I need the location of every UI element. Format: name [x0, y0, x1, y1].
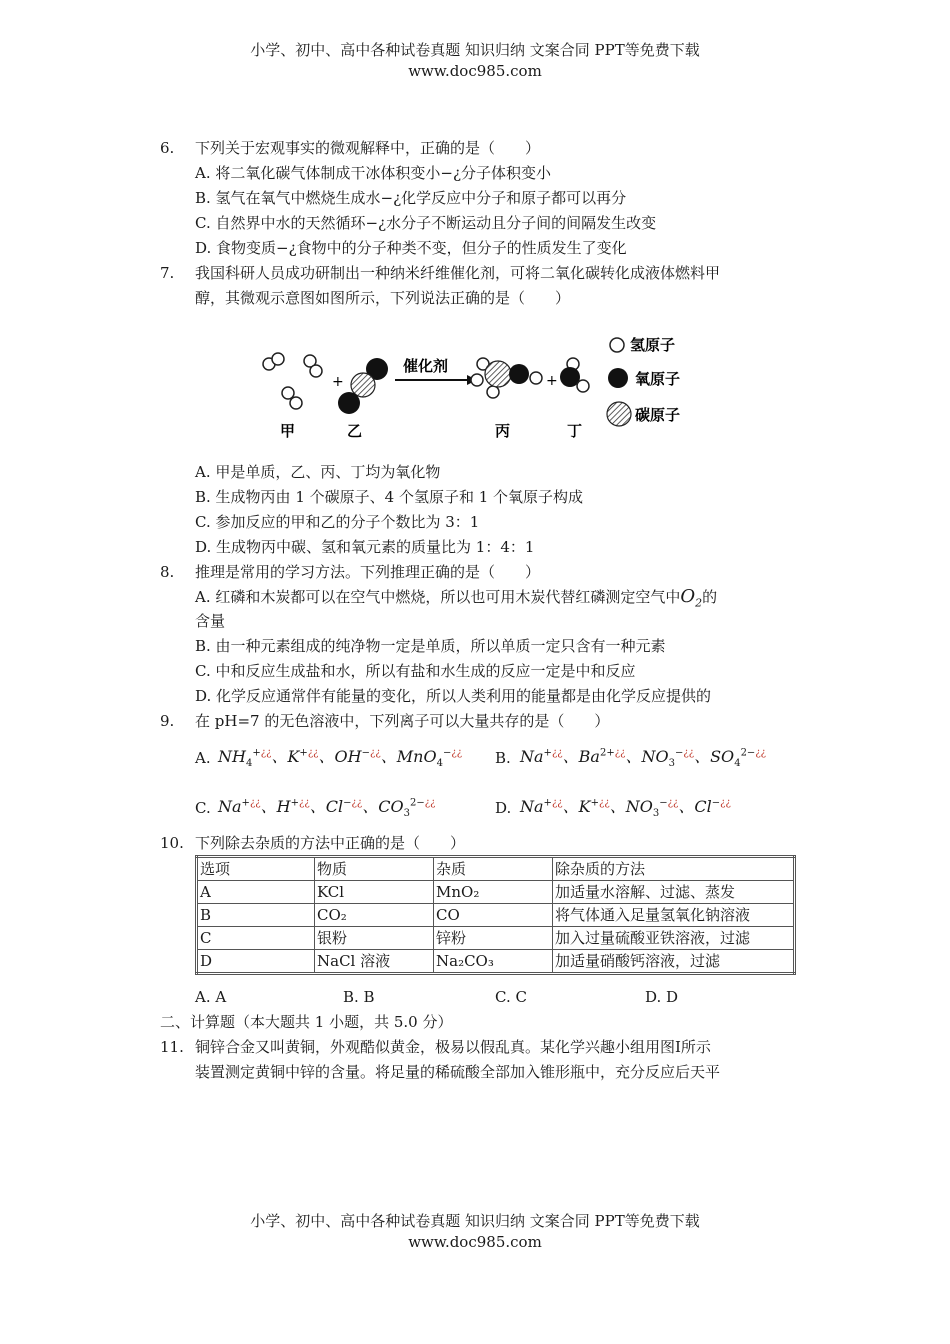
q11-number: 11.: [160, 1038, 184, 1056]
label-yi: 乙: [347, 422, 363, 440]
q9-stem: 在 pH=7 的无色溶液中，下列离子可以大量共存的是（ ）: [195, 712, 610, 730]
table-cell: 锌粉: [434, 927, 553, 950]
q8-option-b: B. 由一种元素组成的纯净物一定是单质，所以单质一定只含有一种元素: [195, 637, 666, 655]
product-bing-molecule: [471, 358, 542, 398]
q10-option-a: A. A: [195, 988, 227, 1006]
table-cell: MnO₂: [434, 881, 553, 904]
q9-number: 9.: [160, 712, 175, 730]
table-row: [197, 904, 795, 927]
header-line-2: www.doc985.com: [408, 62, 542, 80]
q9-option-d-label: D.: [495, 799, 512, 817]
table-row: [197, 927, 795, 950]
table-cell: KCl: [315, 881, 434, 904]
table-cell: 将气体通入足量氢氧化钠溶液: [553, 904, 795, 927]
legend-hydrogen: 氢原子: [630, 336, 676, 354]
q6-number: 6.: [160, 139, 175, 157]
table-header-cell: 杂质: [434, 857, 553, 881]
q9-option-c-label: C.: [195, 799, 211, 817]
reactant-yi-molecule: [338, 358, 388, 414]
table-cell: 加适量硝酸钙溶液，过滤: [553, 950, 795, 974]
q7-number: 7.: [160, 264, 175, 282]
q9-option-a-ions: $NH_4^{+¿¿}$、K+¿¿、OH−¿¿、MnO$_4$−¿¿: [218, 747, 463, 770]
q6-option-b: B. 氢气在氧气中燃烧生成水−¿化学反应中分子和原子都可以再分: [195, 189, 627, 207]
q6-option-d: D. 食物变质−¿食物中的分子种类不变，但分子的性质发生了变化: [195, 239, 627, 257]
table-cell: 银粉: [315, 927, 434, 950]
q8-option-a-line-1: A. 红磷和木炭都可以在空气中燃烧，所以也可用木炭代替红磷测定空气中$O_2$的: [195, 586, 718, 610]
q7-option-d: D. 生成物丙中碳、氢和氧元素的质量比为 1：4：1: [195, 538, 535, 556]
q10-option-c: C. C: [495, 988, 527, 1006]
table-cell: A: [197, 881, 315, 904]
table-cell: Na₂CO₃: [434, 950, 553, 974]
impurity-table: [195, 855, 796, 975]
catalyst-label: 催化剂: [403, 357, 449, 375]
q9-option-b-label: B.: [495, 749, 511, 767]
q7-option-c: C. 参加反应的甲和乙的分子个数比为 3：1: [195, 513, 480, 531]
q9-option-d-ions: Na+¿¿、K+¿¿、$NO_3^{-¿¿}$、Cl−¿¿: [520, 797, 731, 820]
table-cell: 加入过量硫酸亚铁溶液，过滤: [553, 927, 795, 950]
q10-option-d: D. D: [645, 988, 679, 1006]
table-row: [197, 950, 795, 974]
q8-option-d: D. 化学反应通常伴有能量的变化，所以人类利用的能量都是由化学反应提供的: [195, 687, 712, 705]
table-cell: D: [197, 950, 315, 974]
legend: [607, 336, 680, 426]
q6-option-c: C. 自然界中水的天然循环−¿水分子不断运动且分子间的间隔发生改变: [195, 214, 657, 232]
q8-stem: 推理是常用的学习方法。下列推理正确的是（ ）: [195, 563, 541, 581]
q7-option-a: A. 甲是单质，乙、丙、丁均为氧化物: [195, 463, 441, 481]
legend-oxygen: 氧原子: [635, 370, 681, 388]
table-cell: B: [197, 904, 315, 927]
o2-formula: $O_2$: [680, 586, 703, 610]
product-ding-molecule: [560, 358, 589, 392]
q9-option-a-label: A.: [195, 749, 211, 767]
q7-stem-line-1: 我国科研人员成功研制出一种纳米纤维催化剂，可将二氧化碳转化成液体燃料甲: [195, 264, 721, 282]
table-header-cell: 除杂质的方法: [553, 857, 795, 881]
label-ding: 丁: [567, 422, 583, 440]
legend-hydrogen-symbol: [610, 338, 624, 352]
table-cell: C: [197, 927, 315, 950]
q8-option-a-line-2: 含量: [195, 612, 226, 630]
q11-line-1: 铜锌合金又叫黄铜，外观酷似黄金，极易以假乱真。某化学兴趣小组用图Ⅰ所示: [195, 1038, 711, 1056]
section-title: 二、计算题（本大题共 1 小题，共 5.0 分）: [160, 1013, 453, 1031]
q8-option-a-text: A. 红磷和木炭都可以在空气中燃烧，所以也可用木炭代替红磷测定空气中: [195, 588, 681, 606]
table-cell: CO: [434, 904, 553, 927]
q9-option-b-ions: Na+¿¿、$Ba^{2+¿¿}$、$NO_3^{-¿¿}$、$SO_4^{2-¿¿}$: [520, 747, 767, 770]
q10-stem: 下列除去杂质的方法中正确的是（ ）: [195, 834, 466, 852]
q6-option-a: A. 将二氧化碳气体制成干冰体积变小−¿分子体积变小: [195, 164, 551, 182]
header-line-1: 小学、初中、高中各种试卷真题 知识归纳 文案合同 PPT等免费下载: [250, 41, 700, 59]
plus-sign-1: +: [332, 374, 344, 390]
footer-line-2: www.doc985.com: [408, 1233, 542, 1251]
table-header-row: [197, 857, 795, 881]
label-bing: 丙: [495, 422, 511, 440]
plus-sign-2: +: [546, 373, 558, 389]
table-cell: 加适量水溶解、过滤、蒸发: [553, 881, 795, 904]
reactant-jia-molecules: [263, 353, 322, 409]
q8-number: 8.: [160, 563, 175, 581]
legend-carbon-symbol: [607, 402, 631, 426]
q6-stem: 下列关于宏观事实的微观解释中，正确的是（ ）: [195, 139, 541, 157]
table-header-cell: 选项: [197, 857, 315, 881]
legend-carbon: 碳原子: [635, 406, 681, 424]
q7-stem-line-2: 醇，其微观示意图如图所示，下列说法正确的是（ ）: [195, 289, 571, 307]
table-cell: CO₂: [315, 904, 434, 927]
label-jia: 甲: [280, 422, 296, 440]
table-header-cell: 物质: [315, 857, 434, 881]
q9-option-c-ions: Na+¿¿、H+¿¿、Cl−¿¿、$CO_3^{2-¿¿}$: [218, 797, 436, 820]
q7-option-b: B. 生成物丙由 1 个碳原子、4 个氢原子和 1 个氧原子构成: [195, 488, 584, 506]
q10-number: 10.: [160, 834, 184, 852]
q11-line-2: 装置测定黄铜中锌的含量。将足量的稀硫酸全部加入锥形瓶中，充分反应后天平: [195, 1063, 721, 1081]
table-cell: NaCl 溶液: [315, 950, 434, 974]
table-row: [197, 881, 795, 904]
reaction-diagram: [255, 328, 695, 448]
q8-option-c: C. 中和反应生成盐和水，所以有盐和水生成的反应一定是中和反应: [195, 662, 636, 680]
q10-option-b: B. B: [343, 988, 375, 1006]
legend-oxygen-symbol: [608, 368, 628, 388]
reaction-arrow: [395, 375, 477, 385]
footer-line-1: 小学、初中、高中各种试卷真题 知识归纳 文案合同 PPT等免费下载: [250, 1212, 700, 1230]
